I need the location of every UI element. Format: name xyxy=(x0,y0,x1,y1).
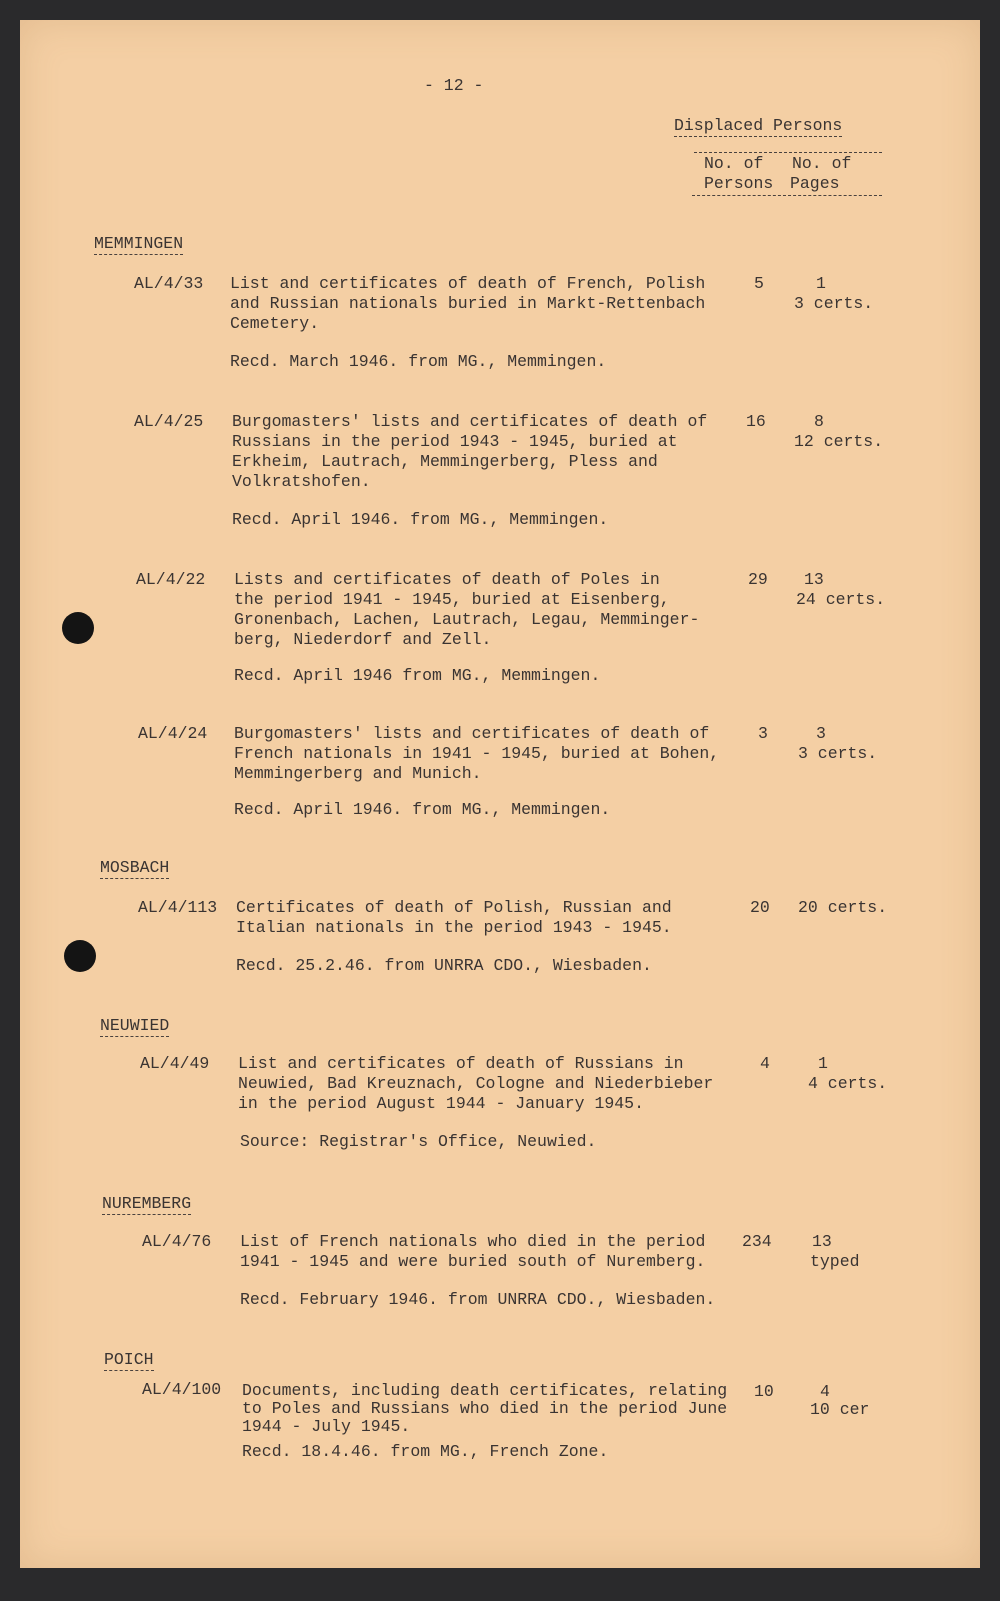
entry-persons: 20 xyxy=(750,898,770,917)
header-rule-top xyxy=(694,152,882,153)
entry-ref: AL/4/113 xyxy=(138,898,218,917)
entry-pages: 13 xyxy=(812,1232,832,1251)
entry-ref: AL/4/33 xyxy=(134,274,204,293)
entry-ref: AL/4/76 xyxy=(142,1232,212,1251)
entry-persons: 16 xyxy=(746,412,766,431)
entry-source: Recd. April 1946 from MG., Memmingen. xyxy=(234,666,601,685)
section-place: POICH xyxy=(104,1350,154,1369)
entry-source: Recd. 18.4.46. from MG., French Zone. xyxy=(242,1442,609,1461)
entry-description: Burgomasters' lists and certificates of death of French nationals in 1941 - 1945, buried at Bohen, Memmingerberg and Munich. xyxy=(234,724,720,783)
entry-source: Source: Registrar's Office, Neuwied. xyxy=(240,1132,597,1151)
entry-pages: 8 xyxy=(814,412,824,431)
entry-source: Recd. 25.2.46. from UNRRA CDO., Wiesbaden. xyxy=(236,956,652,975)
entry-pages-certs: 24 certs. xyxy=(796,590,886,609)
document-page xyxy=(20,20,980,1568)
entry-source: Recd. April 1946. from MG., Memmingen. xyxy=(232,510,609,529)
entry-ref: AL/4/49 xyxy=(140,1054,210,1073)
entry-source: Recd. February 1946. from UNRRA CDO., Wiesbaden. xyxy=(240,1290,716,1309)
entry-description: Documents, including death certificates, relating to Poles and Russians who died in the period June 1944 - July 1945. xyxy=(242,1381,728,1436)
header-title: Displaced Persons xyxy=(674,116,843,135)
entry-persons: 4 xyxy=(760,1054,770,1073)
entry-persons: 234 xyxy=(742,1232,772,1251)
entry-persons: 3 xyxy=(758,724,768,743)
entry-description: List of French nationals who died in the period 1941 - 1945 and were buried south of Nuremberg. xyxy=(240,1232,706,1271)
entry-source: Recd. April 1946. from MG., Memmingen. xyxy=(234,800,611,819)
entry-persons: 10 xyxy=(754,1382,774,1401)
entry-description: Certificates of death of Polish, Russian and Italian nationals in the period 1943 - 1945. xyxy=(236,898,672,937)
entry-pages: 20 certs. xyxy=(798,898,888,917)
punch-hole xyxy=(62,612,94,644)
entry-pages-certs: 12 certs. xyxy=(794,432,884,451)
col-pages-label-2: Pages xyxy=(790,174,840,193)
entry-description: Burgomasters' lists and certificates of death of Russians in the period 1943 - 1945, buried at Erkheim, Lautrach, Memmingerberg, Pless and Volkratshofen. xyxy=(232,412,708,491)
col-persons-label-1: No. of xyxy=(704,154,764,173)
entry-pages: 1 xyxy=(816,274,826,293)
entry-pages: 4 xyxy=(820,1382,830,1401)
entry-ref: AL/4/100 xyxy=(142,1380,222,1399)
entry-persons: 5 xyxy=(754,274,764,293)
section-place: MEMMINGEN xyxy=(94,234,184,253)
punch-hole xyxy=(64,940,96,972)
entry-pages: 3 xyxy=(816,724,826,743)
entry-ref: AL/4/25 xyxy=(134,412,204,431)
entry-pages: 13 xyxy=(804,570,824,589)
page-number: - 12 - xyxy=(424,76,484,95)
col-persons-label-2: Persons xyxy=(704,174,774,193)
entry-persons: 29 xyxy=(748,570,768,589)
section-place: NUREMBERG xyxy=(102,1194,192,1213)
entry-description: List and certificates of death of Russians in Neuwied, Bad Kreuznach, Cologne and Niederbieber in the period August 1944 - January 1945. xyxy=(238,1054,714,1113)
entry-source: Recd. March 1946. from MG., Memmingen. xyxy=(230,352,607,371)
entry-pages-typed: typed xyxy=(810,1252,860,1271)
entry-description: List and certificates of death of French, Polish and Russian nationals buried in Markt-Rettenbach Cemetery. xyxy=(230,274,706,333)
entry-pages-certs: 3 certs. xyxy=(794,294,874,313)
entry-pages: 1 xyxy=(818,1054,828,1073)
entry-pages-certs: 3 certs. xyxy=(798,744,878,763)
entry-description: Lists and certificates of death of Poles in the period 1941 - 1945, buried at Eisenberg, Gronenbach, Lachen, Lautrach, Legau, Memminger- berg, Niederdorf and Zell. xyxy=(234,570,700,649)
col-pages-label-1: No. of xyxy=(792,154,852,173)
entry-pages-certs: 10 cer xyxy=(810,1400,870,1419)
entry-pages-certs: 4 certs. xyxy=(808,1074,888,1093)
entry-ref: AL/4/24 xyxy=(138,724,208,743)
section-place: NEUWIED xyxy=(100,1016,170,1035)
entry-ref: AL/4/22 xyxy=(136,570,206,589)
section-place: MOSBACH xyxy=(100,858,170,877)
header-rule-bottom xyxy=(692,195,882,196)
